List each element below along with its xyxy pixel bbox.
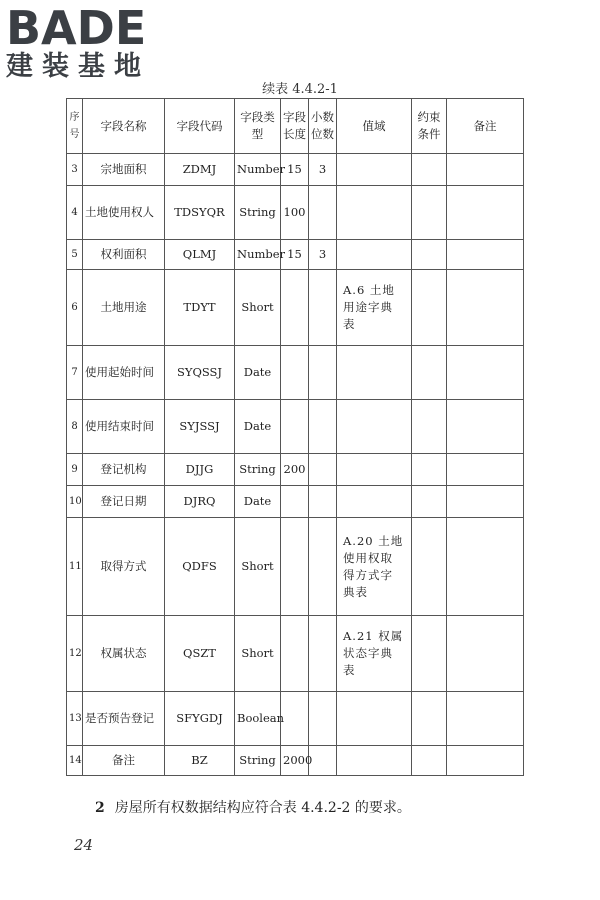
cell-name: 登记日期 <box>83 486 165 518</box>
cell-cons <box>412 616 447 692</box>
cell-no: 10 <box>67 486 83 518</box>
cell-no: 5 <box>67 240 83 270</box>
cell-code: SYQSSJ <box>165 346 235 400</box>
cell-name: 权利面积 <box>83 240 165 270</box>
cell-code: DJJG <box>165 454 235 486</box>
cell-cons <box>412 692 447 746</box>
cell-domain <box>337 692 412 746</box>
cell-dec <box>309 454 337 486</box>
page-number: 24 <box>74 836 94 854</box>
cell-code: BZ <box>165 746 235 776</box>
cell-domain <box>337 454 412 486</box>
cell-domain <box>337 400 412 454</box>
cell-name: 登记机构 <box>83 454 165 486</box>
cell-cons <box>412 186 447 240</box>
cell-len <box>281 270 309 346</box>
header-cell: 字段代码 <box>165 99 235 154</box>
cell-cons <box>412 746 447 776</box>
cell-domain <box>337 746 412 776</box>
cell-cons <box>412 270 447 346</box>
cell-dec <box>309 270 337 346</box>
cell-name: 权属状态 <box>83 616 165 692</box>
cell-code: TDSYQR <box>165 186 235 240</box>
cell-len <box>281 486 309 518</box>
table-row <box>67 154 524 186</box>
header-cell: 字段长度 <box>281 99 309 154</box>
cell-dec <box>309 346 337 400</box>
table-row <box>67 346 524 400</box>
header-cell: 序号 <box>67 99 83 154</box>
cell-no: 9 <box>67 454 83 486</box>
cell-len <box>281 518 309 616</box>
clause-text: 房屋所有权数据结构应符合表 4.4.2-2 的要求。 <box>114 800 411 816</box>
cell-cons <box>412 240 447 270</box>
cell-note <box>447 186 524 240</box>
cell-type: Number <box>235 154 281 186</box>
cell-no: 7 <box>67 346 83 400</box>
cell-type: Boolean <box>235 692 281 746</box>
cell-name: 是否预告登记 <box>83 692 165 746</box>
cell-dec: 3 <box>309 154 337 186</box>
cell-code: ZDMJ <box>165 154 235 186</box>
header-cell: 值域 <box>337 99 412 154</box>
table-row <box>67 270 524 346</box>
cell-note <box>447 240 524 270</box>
cell-no: 6 <box>67 270 83 346</box>
cell-note <box>447 454 524 486</box>
cell-code: DJRQ <box>165 486 235 518</box>
cell-name: 使用起始时间 <box>83 346 165 400</box>
cell-name: 使用结束时间 <box>83 400 165 454</box>
cell-type: Date <box>235 400 281 454</box>
cell-type: String <box>235 454 281 486</box>
logo-wordmark: BADE <box>6 1 147 55</box>
header-cell: 备注 <box>447 99 524 154</box>
cell-domain <box>337 154 412 186</box>
cell-no: 4 <box>67 186 83 240</box>
cell-len <box>281 692 309 746</box>
table-body <box>67 154 524 776</box>
table-caption: 续表 4.4.2-1 <box>262 82 338 97</box>
cell-dec <box>309 746 337 776</box>
cell-type: Short <box>235 518 281 616</box>
cell-dec <box>309 486 337 518</box>
cell-note <box>447 746 524 776</box>
cell-cons <box>412 518 447 616</box>
cell-cons <box>412 454 447 486</box>
cell-cons <box>412 486 447 518</box>
cell-type: Date <box>235 346 281 400</box>
logo-subtitle: 建装基地 <box>6 51 150 82</box>
header-cell: 约束条件 <box>412 99 447 154</box>
table-row <box>67 454 524 486</box>
cell-dec <box>309 692 337 746</box>
brand-logo <box>6 1 181 82</box>
cell-no: 8 <box>67 400 83 454</box>
cell-note <box>447 270 524 346</box>
body-paragraph <box>95 797 411 817</box>
cell-domain: A.6 土地用途字典表 <box>337 270 412 346</box>
cell-type: Short <box>235 616 281 692</box>
table-row <box>67 400 524 454</box>
cell-len: 15 <box>281 154 309 186</box>
cell-len <box>281 346 309 400</box>
cell-name: 土地使用权人 <box>83 186 165 240</box>
cell-code: QSZT <box>165 616 235 692</box>
cell-dec <box>309 518 337 616</box>
cell-name: 宗地面积 <box>83 154 165 186</box>
cell-no: 12 <box>67 616 83 692</box>
cell-no: 11 <box>67 518 83 616</box>
cell-len: 200 <box>281 454 309 486</box>
cell-type: Date <box>235 486 281 518</box>
cell-note <box>447 400 524 454</box>
cell-len: 100 <box>281 186 309 240</box>
cell-note <box>447 346 524 400</box>
cell-no: 3 <box>67 154 83 186</box>
cell-type: String <box>235 746 281 776</box>
cell-cons <box>412 346 447 400</box>
cell-type: String <box>235 186 281 240</box>
cell-domain: A.21 权属状态字典表 <box>337 616 412 692</box>
cell-note <box>447 486 524 518</box>
cell-domain: A.20 土地使用权取得方式字典表 <box>337 518 412 616</box>
cell-domain <box>337 240 412 270</box>
header-cell: 字段名称 <box>83 99 165 154</box>
cell-type: Number <box>235 240 281 270</box>
cell-name: 备注 <box>83 746 165 776</box>
table-row <box>67 486 524 518</box>
header-cell: 字段类型 <box>235 99 281 154</box>
cell-no: 14 <box>67 746 83 776</box>
cell-cons <box>412 400 447 454</box>
header-cell: 小数位数 <box>309 99 337 154</box>
cell-domain <box>337 346 412 400</box>
cell-code: TDYT <box>165 270 235 346</box>
cell-name: 取得方式 <box>83 518 165 616</box>
table-row <box>67 240 524 270</box>
cell-code: SFYGDJ <box>165 692 235 746</box>
cell-note <box>447 154 524 186</box>
cell-note <box>447 518 524 616</box>
cell-name: 土地用途 <box>83 270 165 346</box>
cell-code: QDFS <box>165 518 235 616</box>
table-row <box>67 616 524 692</box>
table-header-row <box>67 99 524 154</box>
table-row <box>67 692 524 746</box>
table-row <box>67 746 524 776</box>
table-row <box>67 186 524 240</box>
cell-dec <box>309 186 337 240</box>
cell-len <box>281 400 309 454</box>
cell-domain <box>337 186 412 240</box>
cell-dec: 3 <box>309 240 337 270</box>
cell-code: QLMJ <box>165 240 235 270</box>
cell-note <box>447 692 524 746</box>
cell-type: Short <box>235 270 281 346</box>
cell-dec <box>309 400 337 454</box>
cell-domain <box>337 486 412 518</box>
cell-len: 15 <box>281 240 309 270</box>
cell-no: 13 <box>67 692 83 746</box>
field-spec-table <box>66 98 524 776</box>
cell-len: 2000 <box>281 746 309 776</box>
cell-note <box>447 616 524 692</box>
cell-cons <box>412 154 447 186</box>
cell-code: SYJSSJ <box>165 400 235 454</box>
cell-dec <box>309 616 337 692</box>
table-row <box>67 518 524 616</box>
cell-len <box>281 616 309 692</box>
clause-number: 2 <box>95 800 105 816</box>
